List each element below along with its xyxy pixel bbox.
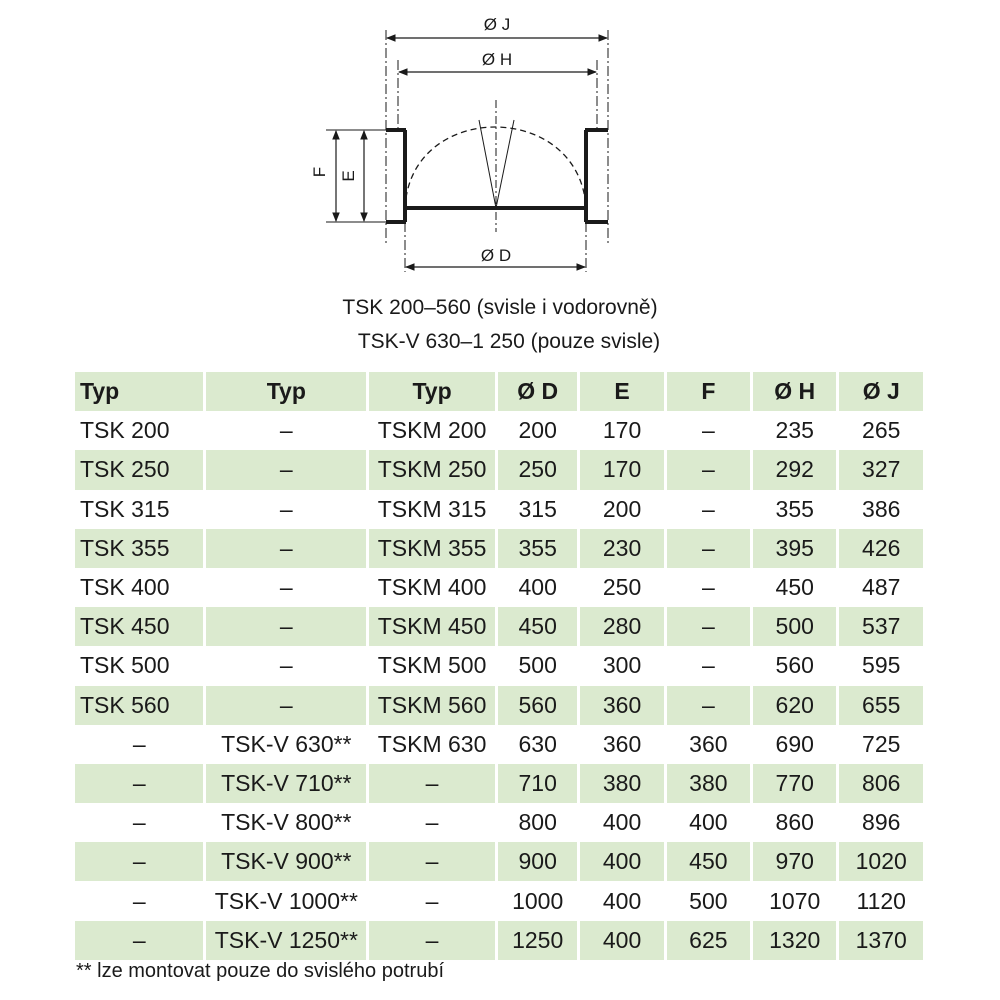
cell-h: 620 — [753, 686, 836, 725]
cell-e: 280 — [580, 607, 663, 646]
table-row — [75, 686, 923, 725]
cell-typ-tskm: TSKM 250 — [369, 450, 495, 489]
cell-h: 560 — [775, 652, 814, 679]
cell-typ-tsk-v: – — [279, 417, 293, 444]
header-typ-tsk: Typ — [75, 372, 203, 411]
cell-d: 400 — [518, 574, 557, 601]
cell-f: – — [667, 607, 750, 646]
cell-typ-tsk: TSK 200 — [80, 417, 170, 444]
cell-j: 386 — [862, 495, 901, 522]
cell-typ-tskm: – — [425, 809, 439, 836]
cell-typ-tsk-v: TSK-V 1250** — [206, 921, 366, 960]
cell-typ-tsk: – — [132, 887, 146, 914]
cell-h: 395 — [753, 529, 836, 568]
cell-j: 725 — [862, 730, 901, 757]
label-e: E — [339, 170, 358, 182]
cell-typ-tsk-v: TSK-V 710** — [206, 764, 366, 803]
cell-typ-tskm: TSKM 450 — [369, 607, 495, 646]
cell-h: 500 — [753, 607, 836, 646]
cell-typ-tsk: – — [132, 730, 146, 757]
cell-typ-tsk-v: – — [206, 686, 366, 725]
cell-typ-tskm: TSKM 200 — [377, 417, 487, 444]
cell-h: 292 — [753, 450, 836, 489]
cell-h: 770 — [753, 764, 836, 803]
table-row — [75, 568, 923, 607]
cell-f: 625 — [667, 921, 750, 960]
cell-h: 450 — [775, 574, 814, 601]
table-row — [75, 411, 923, 450]
cell-typ-tsk: – — [132, 809, 146, 836]
label-j: Ø J — [483, 15, 511, 34]
cell-typ-tsk-v: – — [279, 574, 293, 601]
cell-typ-tskm: – — [369, 842, 495, 881]
cell-typ-tsk-v: TSK-V 900** — [206, 842, 366, 881]
cell-h: 970 — [753, 842, 836, 881]
cell-e: 380 — [580, 764, 663, 803]
cell-e: 170 — [580, 450, 663, 489]
cell-d: 800 — [518, 809, 557, 836]
table-row — [75, 646, 923, 685]
cell-h: 1320 — [753, 921, 836, 960]
cell-h: 690 — [775, 730, 814, 757]
table-row — [75, 607, 923, 646]
cell-d: 500 — [518, 652, 557, 679]
table-row — [75, 529, 923, 568]
cell-f: – — [701, 574, 715, 601]
cell-e: 300 — [602, 652, 642, 679]
cell-f: – — [701, 652, 715, 679]
cell-j: 1120 — [856, 887, 906, 914]
cell-h: 860 — [775, 809, 814, 836]
cell-typ-tsk-v: TSK-V 1000** — [214, 887, 358, 914]
cell-d: 355 — [498, 529, 578, 568]
cell-typ-tskm: TSKM 355 — [369, 529, 495, 568]
caption-tsk-v: TSK-V 630–1 250 (pouze svisle) — [357, 330, 661, 353]
cell-e: 230 — [580, 529, 663, 568]
table-row — [75, 450, 923, 489]
cell-f: 360 — [689, 730, 728, 757]
cell-d: 450 — [498, 607, 578, 646]
cell-j: 327 — [839, 450, 923, 489]
cell-e: 200 — [602, 495, 642, 522]
cell-j: 806 — [839, 764, 923, 803]
caption-tsk: TSK 200–560 (svisle i vodorovně) — [342, 296, 658, 319]
cell-typ-tskm: – — [369, 764, 495, 803]
cell-j: 265 — [862, 417, 901, 444]
cell-j: 896 — [862, 809, 901, 836]
hinge-line-left — [479, 120, 496, 208]
hinge-line-right — [496, 120, 514, 208]
cell-typ-tskm: TSKM 315 — [377, 495, 487, 522]
cell-f: 380 — [667, 764, 750, 803]
label-d: Ø D — [480, 246, 512, 265]
cell-typ-tskm: – — [369, 921, 495, 960]
cell-h: 1070 — [769, 887, 821, 914]
cell-typ-tsk-v: – — [206, 450, 366, 489]
cell-typ-tsk: TSK 560 — [75, 686, 203, 725]
header-h: Ø H — [753, 372, 836, 411]
cell-typ-tsk-v: TSK-V 630** — [221, 730, 352, 757]
header-j: Ø J — [839, 372, 923, 411]
cell-d: 710 — [498, 764, 578, 803]
cell-e: 250 — [602, 574, 642, 601]
cell-f: – — [667, 686, 750, 725]
cell-typ-tsk: – — [75, 842, 203, 881]
header-d: Ø D — [498, 372, 578, 411]
cell-d: 200 — [518, 417, 557, 444]
cell-d: 250 — [498, 450, 578, 489]
cell-typ-tsk: TSK 400 — [80, 574, 170, 601]
cell-j: 1370 — [839, 921, 923, 960]
cell-f: 450 — [667, 842, 750, 881]
cell-typ-tsk-v: – — [206, 607, 366, 646]
table-row — [75, 921, 923, 960]
cell-typ-tskm: – — [425, 887, 439, 914]
label-f: F — [310, 166, 329, 178]
cell-f: 400 — [689, 809, 728, 836]
label-h: Ø H — [481, 50, 513, 69]
header-typ-tsk-v: Typ — [206, 372, 366, 411]
cell-d: 1000 — [512, 887, 564, 914]
cell-typ-tsk-v: – — [206, 529, 366, 568]
table-row — [75, 881, 923, 920]
table-body — [75, 411, 923, 960]
cell-typ-tsk: TSK 500 — [80, 652, 170, 679]
header-typ-tskm: Typ — [369, 372, 495, 411]
cell-f: – — [667, 450, 750, 489]
table-row — [75, 490, 923, 529]
table-row — [75, 842, 923, 881]
cell-typ-tsk-v: – — [279, 495, 293, 522]
cell-typ-tsk-v: – — [279, 652, 293, 679]
cell-d: 560 — [498, 686, 578, 725]
table-row — [75, 764, 923, 803]
table-row — [75, 725, 923, 764]
cell-e: 400 — [602, 887, 642, 914]
cell-f: – — [701, 417, 715, 444]
cell-e: 400 — [580, 842, 663, 881]
cell-e: 400 — [602, 809, 642, 836]
damper-dimension-drawing — [0, 0, 1000, 290]
table-row — [75, 803, 923, 842]
cell-e: 360 — [580, 686, 663, 725]
cell-d: 1250 — [498, 921, 578, 960]
cell-typ-tsk: TSK 355 — [75, 529, 203, 568]
cell-d: 900 — [498, 842, 578, 881]
header-e: E — [580, 372, 663, 411]
cell-j: 487 — [862, 574, 901, 601]
cell-j: 1020 — [839, 842, 923, 881]
header-f: F — [667, 372, 750, 411]
table-header-row — [75, 372, 923, 411]
cell-typ-tsk: TSK 450 — [75, 607, 203, 646]
cell-j: 426 — [839, 529, 923, 568]
cell-typ-tsk-v: TSK-V 800** — [221, 809, 352, 836]
dimension-table — [72, 372, 926, 960]
cell-j: 595 — [862, 652, 901, 679]
cell-f: – — [701, 495, 715, 522]
cell-h: 355 — [775, 495, 814, 522]
cell-h: 235 — [775, 417, 814, 444]
cell-d: 315 — [518, 495, 557, 522]
cell-typ-tsk: – — [75, 921, 203, 960]
cell-j: 655 — [839, 686, 923, 725]
cell-typ-tskm: TSKM 500 — [377, 652, 487, 679]
cell-d: 630 — [518, 730, 557, 757]
cell-typ-tskm: TSKM 630 — [377, 730, 487, 757]
footnote: ** lze montovat pouze do svislého potrubí — [76, 960, 444, 982]
cell-typ-tsk: TSK 250 — [75, 450, 203, 489]
cell-typ-tskm: TSKM 560 — [369, 686, 495, 725]
cell-typ-tsk: – — [75, 764, 203, 803]
cell-j: 537 — [839, 607, 923, 646]
cell-e: 170 — [602, 417, 642, 444]
cell-f: – — [667, 529, 750, 568]
cell-f: 500 — [689, 887, 728, 914]
cell-e: 360 — [602, 730, 642, 757]
cell-e: 400 — [580, 921, 663, 960]
cell-typ-tskm: TSKM 400 — [377, 574, 487, 601]
cell-typ-tsk: TSK 315 — [80, 495, 170, 522]
